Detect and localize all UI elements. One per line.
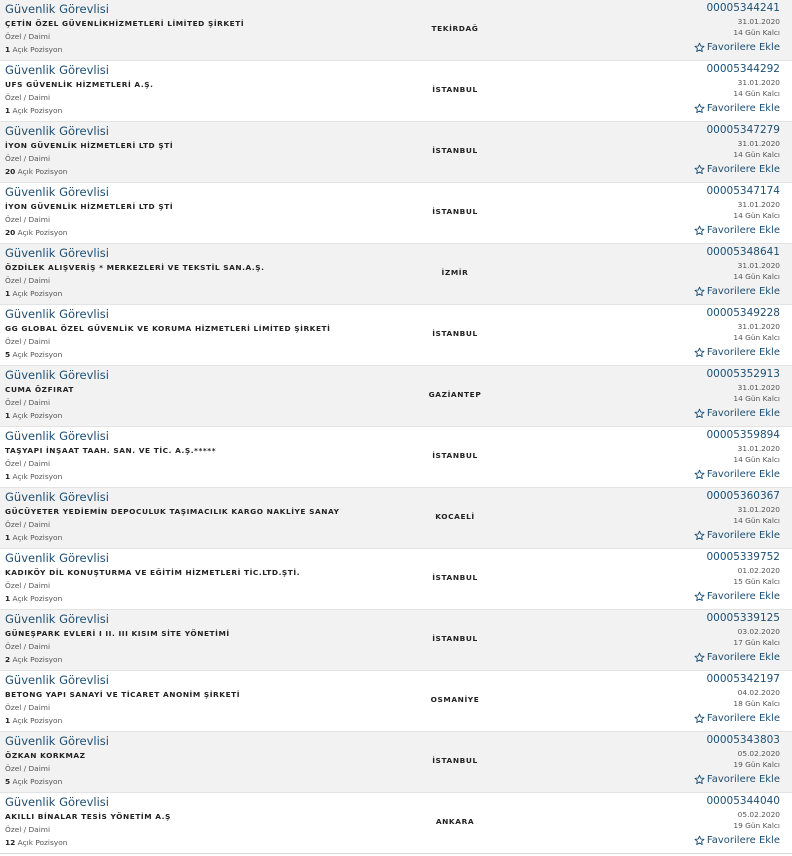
job-meta bbox=[600, 673, 780, 728]
days-remaining: 14 Gün Kalcı bbox=[733, 272, 780, 281]
add-to-favorites-button[interactable] bbox=[694, 834, 780, 847]
open-positions-label: Açık Pozisyon bbox=[12, 106, 63, 115]
days-remaining: 14 Gün Kalcı bbox=[733, 394, 780, 403]
job-row bbox=[0, 610, 792, 671]
employment-type: Özel / Daimi bbox=[5, 520, 51, 529]
job-city: İSTANBUL bbox=[432, 85, 478, 94]
job-meta bbox=[600, 795, 780, 850]
job-city: İSTANBUL bbox=[432, 329, 478, 338]
job-city: OSMANİYE bbox=[430, 695, 480, 704]
star-outline-icon bbox=[694, 652, 705, 663]
days-remaining: 14 Gün Kalcı bbox=[733, 28, 780, 37]
listing-number-link[interactable]: 00005344292 bbox=[706, 63, 780, 75]
add-to-favorites-button[interactable] bbox=[694, 102, 780, 115]
job-row bbox=[0, 732, 792, 793]
job-meta bbox=[600, 246, 780, 301]
employment-type: Özel / Daimi bbox=[5, 32, 51, 41]
listing-date: 31.01.2020 bbox=[737, 505, 780, 514]
company-name-link[interactable]: ÖZKAN KORKMAZ bbox=[5, 751, 86, 760]
open-positions-label: Açık Pozisyon bbox=[12, 289, 63, 298]
open-positions-count: 1 bbox=[5, 411, 11, 420]
listing-number-link[interactable]: 00005360367 bbox=[706, 490, 780, 502]
days-remaining: 19 Gün Kalcı bbox=[733, 760, 780, 769]
job-meta bbox=[600, 63, 780, 118]
open-positions bbox=[5, 106, 62, 116]
listing-number-link[interactable]: 00005343803 bbox=[706, 734, 780, 746]
job-row bbox=[0, 671, 792, 732]
job-city: İSTANBUL bbox=[432, 207, 478, 216]
job-title-link[interactable]: Güvenlik Görevlisi bbox=[5, 246, 109, 260]
open-positions bbox=[5, 350, 62, 360]
listing-date: 01.02.2020 bbox=[737, 566, 780, 575]
open-positions-count: 5 bbox=[5, 350, 11, 359]
company-name-link[interactable]: UFS GÜVENLİK HİZMETLERİ A.Ş. bbox=[5, 80, 154, 89]
open-positions-count: 1 bbox=[5, 472, 11, 481]
open-positions bbox=[5, 472, 62, 482]
job-meta bbox=[600, 551, 780, 606]
job-title-link[interactable]: Güvenlik Görevlisi bbox=[5, 429, 109, 443]
open-positions-label: Açık Pozisyon bbox=[12, 45, 63, 54]
star-outline-icon bbox=[694, 469, 705, 480]
company-name-link[interactable]: TAŞYAPI İNŞAAT TAAH. SAN. VE TİC. A.Ş.***** bbox=[5, 446, 217, 455]
job-title-link[interactable]: Güvenlik Görevlisi bbox=[5, 307, 109, 321]
employment-type: Özel / Daimi bbox=[5, 764, 51, 773]
open-positions-count: 2 bbox=[5, 655, 11, 664]
open-positions-label: Açık Pozisyon bbox=[12, 594, 63, 603]
job-row bbox=[0, 122, 792, 183]
employment-type: Özel / Daimi bbox=[5, 642, 51, 651]
listing-date: 31.01.2020 bbox=[737, 261, 780, 270]
open-positions-label: Açık Pozisyon bbox=[12, 716, 63, 725]
add-to-favorites-label: Favorilere Ekle bbox=[706, 103, 780, 114]
add-to-favorites-button[interactable] bbox=[694, 224, 780, 237]
open-positions-label: Açık Pozisyon bbox=[12, 350, 63, 359]
job-title-link[interactable]: Güvenlik Görevlisi bbox=[5, 673, 109, 687]
job-meta bbox=[600, 490, 780, 545]
star-outline-icon bbox=[694, 42, 705, 53]
job-city: GAZİANTEP bbox=[428, 390, 482, 399]
job-row bbox=[0, 793, 792, 854]
add-to-favorites-button[interactable] bbox=[694, 529, 780, 542]
star-outline-icon bbox=[694, 408, 705, 419]
add-to-favorites-label: Favorilere Ekle bbox=[706, 347, 780, 358]
open-positions bbox=[5, 838, 67, 848]
open-positions-count: 5 bbox=[5, 777, 11, 786]
job-meta bbox=[600, 185, 780, 240]
listing-number-link[interactable]: 00005344241 bbox=[706, 2, 780, 14]
add-to-favorites-label: Favorilere Ekle bbox=[706, 530, 780, 541]
add-to-favorites-button[interactable] bbox=[694, 773, 780, 786]
open-positions-count: 20 bbox=[5, 167, 16, 176]
company-name-link[interactable]: CUMA ÖZFIRAT bbox=[5, 385, 74, 394]
open-positions-label: Açık Pozisyon bbox=[17, 838, 68, 847]
employment-type: Özel / Daimi bbox=[5, 581, 51, 590]
open-positions-count: 1 bbox=[5, 106, 11, 115]
listing-date: 05.02.2020 bbox=[737, 810, 780, 819]
job-city: İSTANBUL bbox=[432, 756, 478, 765]
job-city: İZMİR bbox=[441, 268, 469, 277]
listing-number-link[interactable]: 00005359894 bbox=[706, 429, 780, 441]
open-positions bbox=[5, 228, 67, 238]
job-city: İSTANBUL bbox=[432, 634, 478, 643]
job-title-link[interactable]: Güvenlik Görevlisi bbox=[5, 612, 109, 626]
star-outline-icon bbox=[694, 347, 705, 358]
open-positions-label: Açık Pozisyon bbox=[17, 167, 68, 176]
company-name-link[interactable]: ÇETİN ÖZEL GÜVENLİKHİZMETLERİ LİMİTED ŞİRKETİ bbox=[5, 19, 245, 28]
star-outline-icon bbox=[694, 225, 705, 236]
job-title-link[interactable]: Güvenlik Görevlisi bbox=[5, 795, 109, 809]
job-title-link[interactable]: Güvenlik Görevlisi bbox=[5, 185, 109, 199]
days-remaining: 15 Gün Kalcı bbox=[733, 577, 780, 586]
days-remaining: 14 Gün Kalcı bbox=[733, 333, 780, 342]
open-positions-label: Açık Pozisyon bbox=[12, 777, 63, 786]
listing-date: 31.01.2020 bbox=[737, 139, 780, 148]
employment-type: Özel / Daimi bbox=[5, 215, 51, 224]
employment-type: Özel / Daimi bbox=[5, 703, 51, 712]
open-positions bbox=[5, 716, 62, 726]
listing-date: 31.01.2020 bbox=[737, 78, 780, 87]
listing-number-link[interactable]: 00005349228 bbox=[706, 307, 780, 319]
job-row bbox=[0, 183, 792, 244]
company-name-link[interactable]: İYON GÜVENLİK HİZMETLERİ LTD ŞTİ bbox=[5, 141, 174, 150]
listing-number-link[interactable]: 00005342197 bbox=[706, 673, 780, 685]
job-row bbox=[0, 61, 792, 122]
add-to-favorites-button[interactable] bbox=[694, 590, 780, 603]
star-outline-icon bbox=[694, 774, 705, 785]
listing-number-link[interactable]: 00005348641 bbox=[706, 246, 780, 258]
open-positions-count: 20 bbox=[5, 228, 16, 237]
add-to-favorites-label: Favorilere Ekle bbox=[706, 164, 780, 175]
job-meta bbox=[600, 307, 780, 362]
days-remaining: 14 Gün Kalcı bbox=[733, 516, 780, 525]
listing-number-link[interactable]: 00005347174 bbox=[706, 185, 780, 197]
job-title-link[interactable]: Güvenlik Görevlisi bbox=[5, 124, 109, 138]
company-name-link[interactable]: GÜNEŞPARK EVLERİ I II. III KISIM SİTE YÖNETİMİ bbox=[5, 629, 230, 638]
job-row bbox=[0, 305, 792, 366]
add-to-favorites-label: Favorilere Ekle bbox=[706, 469, 780, 480]
job-city: İSTANBUL bbox=[432, 451, 478, 460]
job-title-link[interactable]: Güvenlik Görevlisi bbox=[5, 490, 109, 504]
job-title-link[interactable]: Güvenlik Görevlisi bbox=[5, 551, 109, 565]
open-positions-label: Açık Pozisyon bbox=[17, 228, 68, 237]
open-positions-count: 1 bbox=[5, 533, 11, 542]
add-to-favorites-label: Favorilere Ekle bbox=[706, 408, 780, 419]
open-positions-count: 1 bbox=[5, 716, 11, 725]
open-positions-label: Açık Pozisyon bbox=[12, 655, 63, 664]
job-row bbox=[0, 427, 792, 488]
listing-number-link[interactable]: 00005339125 bbox=[706, 612, 780, 624]
star-outline-icon bbox=[694, 530, 705, 541]
listing-date: 31.01.2020 bbox=[737, 444, 780, 453]
open-positions-label: Açık Pozisyon bbox=[12, 472, 63, 481]
listing-number-link[interactable]: 00005352913 bbox=[706, 368, 780, 380]
job-title-link[interactable]: Güvenlik Görevlisi bbox=[5, 2, 109, 16]
star-outline-icon bbox=[694, 164, 705, 175]
job-title-link[interactable]: Güvenlik Görevlisi bbox=[5, 63, 109, 77]
open-positions bbox=[5, 45, 62, 55]
employment-type: Özel / Daimi bbox=[5, 398, 51, 407]
job-title-link[interactable]: Güvenlik Görevlisi bbox=[5, 368, 109, 382]
listing-date: 31.01.2020 bbox=[737, 17, 780, 26]
listing-date: 31.01.2020 bbox=[737, 200, 780, 209]
job-title-link[interactable]: Güvenlik Görevlisi bbox=[5, 734, 109, 748]
listing-date: 05.02.2020 bbox=[737, 749, 780, 758]
open-positions-label: Açık Pozisyon bbox=[12, 411, 63, 420]
employment-type: Özel / Daimi bbox=[5, 93, 51, 102]
open-positions-count: 1 bbox=[5, 594, 11, 603]
days-remaining: 14 Gün Kalcı bbox=[733, 150, 780, 159]
listing-date: 03.02.2020 bbox=[737, 627, 780, 636]
add-to-favorites-label: Favorilere Ekle bbox=[706, 652, 780, 663]
employment-type: Özel / Daimi bbox=[5, 154, 51, 163]
days-remaining: 14 Gün Kalcı bbox=[733, 211, 780, 220]
job-meta bbox=[600, 612, 780, 667]
open-positions-count: 1 bbox=[5, 45, 11, 54]
add-to-favorites-button[interactable] bbox=[694, 41, 780, 54]
add-to-favorites-label: Favorilere Ekle bbox=[706, 225, 780, 236]
job-city: TEKİRDAĞ bbox=[431, 24, 479, 33]
add-to-favorites-label: Favorilere Ekle bbox=[706, 286, 780, 297]
employment-type: Özel / Daimi bbox=[5, 276, 51, 285]
job-row bbox=[0, 366, 792, 427]
days-remaining: 14 Gün Kalcı bbox=[733, 455, 780, 464]
job-meta bbox=[600, 2, 780, 57]
open-positions bbox=[5, 594, 62, 604]
company-name-link[interactable]: GÜCÜYETER YEDİEMİN DEPOCULUK TAŞIMACILIK KARGO NAKLİYE SANAY bbox=[5, 507, 340, 516]
listing-date: 31.01.2020 bbox=[737, 383, 780, 392]
employment-type: Özel / Daimi bbox=[5, 337, 51, 346]
add-to-favorites-button[interactable] bbox=[694, 407, 780, 420]
star-outline-icon bbox=[694, 713, 705, 724]
add-to-favorites-label: Favorilere Ekle bbox=[706, 713, 780, 724]
add-to-favorites-label: Favorilere Ekle bbox=[706, 774, 780, 785]
listing-date: 04.02.2020 bbox=[737, 688, 780, 697]
job-meta bbox=[600, 124, 780, 179]
listing-number-link[interactable]: 00005339752 bbox=[706, 551, 780, 563]
open-positions-label: Açık Pozisyon bbox=[12, 533, 63, 542]
open-positions-count: 12 bbox=[5, 838, 16, 847]
add-to-favorites-button[interactable] bbox=[694, 712, 780, 725]
job-city: ANKARA bbox=[435, 817, 475, 826]
open-positions bbox=[5, 167, 67, 177]
job-meta bbox=[600, 429, 780, 484]
add-to-favorites-label: Favorilere Ekle bbox=[706, 42, 780, 53]
job-city: İSTANBUL bbox=[432, 573, 478, 582]
job-row bbox=[0, 549, 792, 610]
job-row bbox=[0, 0, 792, 61]
add-to-favorites-label: Favorilere Ekle bbox=[706, 591, 780, 602]
days-remaining: 17 Gün Kalcı bbox=[733, 638, 780, 647]
company-name-link[interactable]: AKILLI BİNALAR TESİS YÖNETİM A.Ş bbox=[5, 812, 171, 821]
job-city: İSTANBUL bbox=[432, 146, 478, 155]
company-name-link[interactable]: GG GLOBAL ÖZEL GÜVENLİK VE KORUMA HİZMETLERİ LİMİTED ŞİRKETİ bbox=[5, 324, 331, 333]
listing-date: 31.01.2020 bbox=[737, 322, 780, 331]
company-name-link[interactable]: KADIKÖY DİL KONUŞTURMA VE EĞİTİM HİZMETLERİ TİC.LTD.ŞTİ. bbox=[5, 568, 301, 577]
days-remaining: 19 Gün Kalcı bbox=[733, 821, 780, 830]
open-positions bbox=[5, 777, 62, 787]
star-outline-icon bbox=[694, 591, 705, 602]
open-positions-count: 1 bbox=[5, 289, 11, 298]
company-name-link[interactable]: BETONG YAPI SANAYİ VE TİCARET ANONİM ŞİRKETİ bbox=[5, 690, 241, 699]
days-remaining: 14 Gün Kalcı bbox=[733, 89, 780, 98]
company-name-link[interactable]: ÖZDİLEK ALIŞVERİŞ * MERKEZLERİ VE TEKSTİL SAN.A.Ş. bbox=[5, 263, 265, 272]
add-to-favorites-button[interactable] bbox=[694, 651, 780, 664]
add-to-favorites-label: Favorilere Ekle bbox=[706, 835, 780, 846]
star-outline-icon bbox=[694, 103, 705, 114]
open-positions bbox=[5, 289, 62, 299]
open-positions bbox=[5, 411, 62, 421]
add-to-favorites-button[interactable] bbox=[694, 346, 780, 359]
open-positions bbox=[5, 655, 62, 665]
job-row bbox=[0, 488, 792, 549]
add-to-favorites-button[interactable] bbox=[694, 163, 780, 176]
job-city: KOCAELİ bbox=[435, 512, 475, 521]
add-to-favorites-button[interactable] bbox=[694, 468, 780, 481]
job-row bbox=[0, 244, 792, 305]
open-positions bbox=[5, 533, 62, 543]
employment-type: Özel / Daimi bbox=[5, 459, 51, 468]
employment-type: Özel / Daimi bbox=[5, 825, 51, 834]
company-name-link[interactable]: İYON GÜVENLİK HİZMETLERİ LTD ŞTİ bbox=[5, 202, 174, 211]
job-meta bbox=[600, 368, 780, 423]
add-to-favorites-button[interactable] bbox=[694, 285, 780, 298]
job-meta bbox=[600, 734, 780, 789]
star-outline-icon bbox=[694, 835, 705, 846]
star-outline-icon bbox=[694, 286, 705, 297]
days-remaining: 18 Gün Kalcı bbox=[733, 699, 780, 708]
listing-number-link[interactable]: 00005344040 bbox=[706, 795, 780, 807]
listing-number-link[interactable]: 00005347279 bbox=[706, 124, 780, 136]
